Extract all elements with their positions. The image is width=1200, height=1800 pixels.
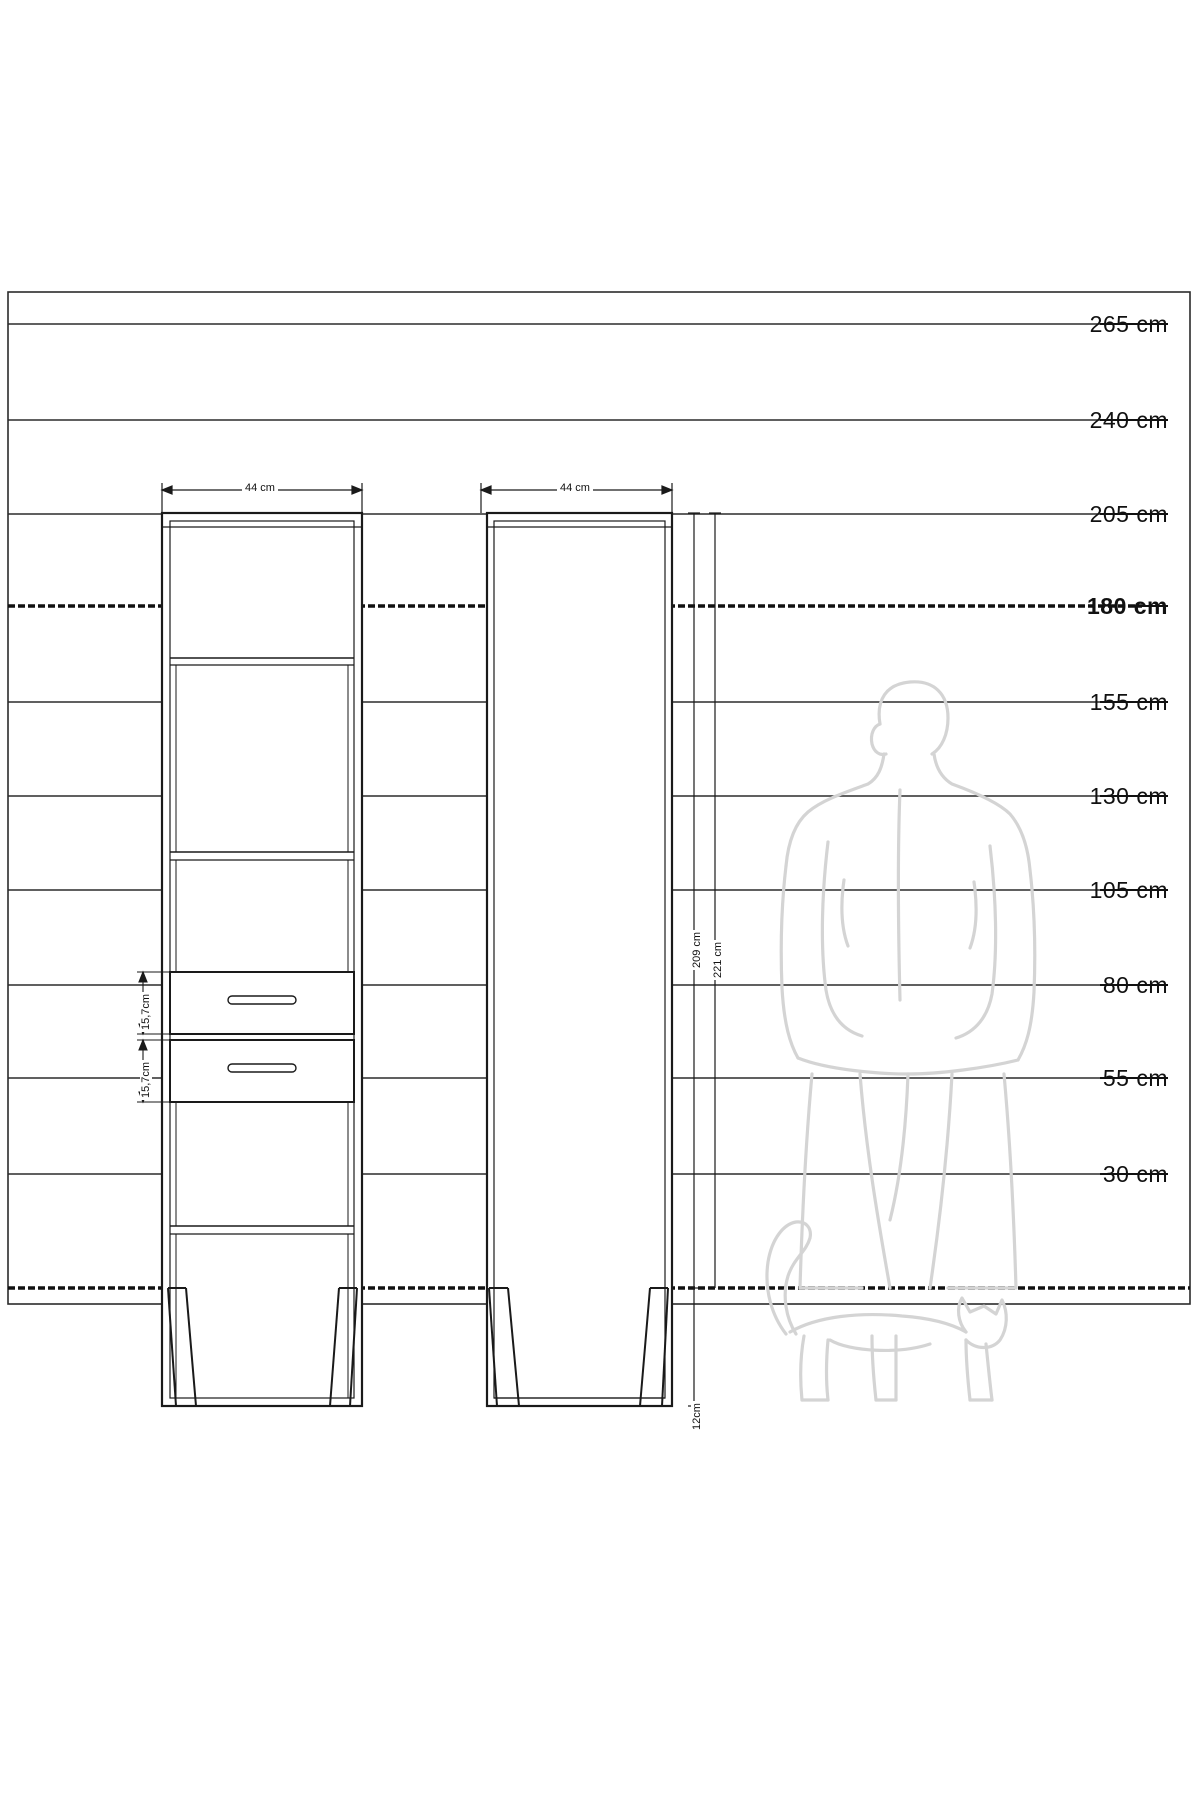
right-height-221-label: 221 cm [712,941,724,978]
open-shelf-cabinet [162,513,362,1406]
scale-label-80: 80 cm [1102,972,1168,998]
left-drawer2-height-label: 15,7cm [140,1061,152,1098]
leg-height-12-label: 12cm [691,1403,703,1430]
scale-label-55: 55 cm [1102,1065,1168,1091]
scale-ticks [1142,324,1168,1174]
scale-label-180: 180 cm [1086,593,1168,619]
scale-label-155: 155 cm [1089,689,1168,715]
scale-label-240: 240 cm [1089,407,1168,433]
scale-label-265: 265 cm [1089,311,1168,337]
closed-door-cabinet [487,513,672,1406]
scale-tick-stubs [1100,324,1142,1174]
cat-silhouette [767,1222,1006,1400]
left-drawer1-height-label: 15,7cm [140,993,152,1030]
right-width-label: 44 cm [557,482,593,494]
scale-label-205: 205 cm [1089,501,1168,527]
left-width-label: 44 cm [242,482,278,494]
right-height-209-label: 209 cm [691,931,703,968]
scale-label-130: 130 cm [1089,783,1168,809]
scale-label-105: 105 cm [1089,877,1168,903]
scale-label-30: 30 cm [1102,1161,1168,1187]
